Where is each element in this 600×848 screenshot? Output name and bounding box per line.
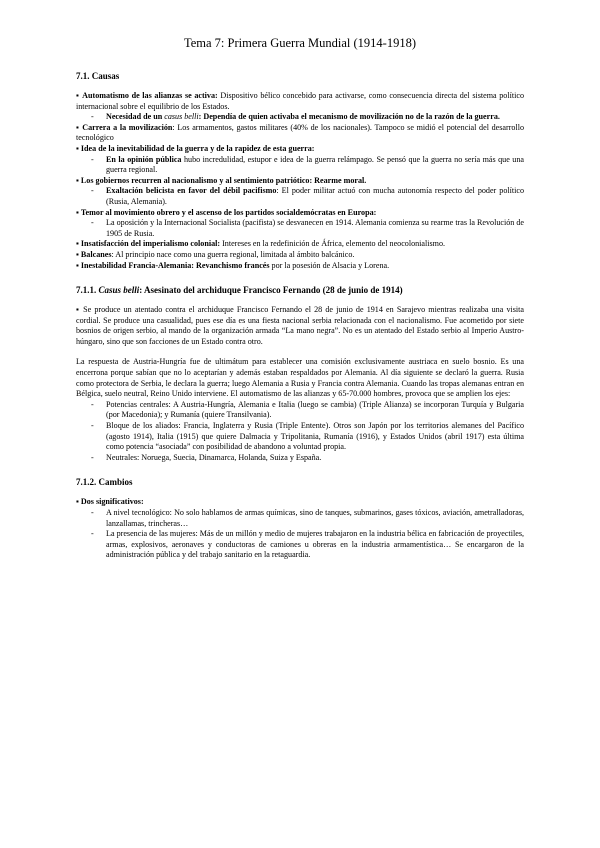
bold-text: Dos significativos:: [80, 497, 144, 507]
sub-item: - Potencias centrales: A Austria-Hungría, Alemania e Italia (luego se cambia) (Triple Alianza) se incorporan Turquía y Bulgaria (por Macedonia); y Rumanía (quiere Transilvania).: [76, 400, 524, 421]
text: : El poder militar actuó con mucha autonomía respecto del poder político (Rusia, Alemania).: [106, 186, 524, 206]
heading-italic: Casus belli: [98, 285, 140, 296]
sub-item: - La presencia de las mujeres: Más de un millón y medio de mujeres trabajaron en la industria bélica en fabricación de proyectiles, armas, explosivos, aeronaves y conductoras de camiones u obreras en la industria armamentística… Se encargaron de la administración pública y del trabajo sanitario en la retaguardia.: [76, 529, 524, 561]
causas-list: [76, 91, 524, 271]
sub-item: [76, 112, 524, 123]
bold-text: Carrera a la movilización: [82, 122, 173, 132]
sub-item: [76, 218, 524, 239]
section-heading-causas: 7.1. Causas: [76, 71, 120, 81]
sub-item: [76, 186, 524, 207]
text: Se produce un atentado contra el archiduque Francisco Fernando el 28 de junio de 1914 en Sarajevo mientras realizaba una visita cordial. Se produce una casualidad, pues ese día es una fiesta nacional serbia relacionada con el nacionalismo. Fue acometido por siete bosnios de origen serbio, al mando de la organización armada “La mano negra”. No es un atentado del Estado serbio al Imperio Austro-húngaro, sino que son facciones de un Estado contra otro.: [76, 305, 524, 346]
paragraph: La respuesta de Austria-Hungría fue de ultimátum para establecer una comisión exclusivamente austriaca en suelo bosnio. Es una encerrona porque sabían que no lo aceptarían y además estaban respaldados por Alemania. Al día siguiente se declaró la guerra. Rusia como protectora de Serbia, le declara la guerra; luego Alemania a Rusia y Francia contra Alemania. Cuando las tropas alemanas entran en Bélgica, suelo neutral, Reino Unido interviene. El automatismo de las alianzas y 65-70.000 hombres, provoca que se amplien los ejes:: [76, 357, 524, 399]
sub-item: [76, 155, 524, 176]
sub-item: - Bloque de los aliados: Francia, Inglaterra y Rusia (Triple Entente). Otros son Japón por los territorios alemanes del Pacífico (agosto 1914), Italia (1915) que quiere Dalmacia y Tripolitania, Rumanía (1916), y Estados Unidos (abril 1917) esta última como potencia “asociada” con posibilidad de abandono a voluntad propia.: [76, 421, 524, 453]
bold-text: Balcanes: [80, 249, 112, 259]
paragraph: ▪ Insatisfacción del imperialismo colonial: Intereses en la redefinición de África, elemento del neocolonialismo.: [76, 239, 446, 249]
text: Dispositivo bélico concebido para activarse, como consecuencia directa del sistema político internacional sobre el equilibrio de los Estados.: [76, 91, 524, 111]
bold-text: Idea de la inevitabilidad de la guerra y de la rapidez de esta guerra:: [80, 143, 315, 153]
paragraph: ▪ Idea de la inevitabilidad de la guerra y de la rapidez de esta guerra:: [76, 143, 315, 153]
section-heading-casus-belli: [76, 285, 524, 295]
heading-number: 7.1.1.: [76, 285, 99, 296]
paragraph: ▪ Balcanes: Al principio nace como una guerra regional, limitada al ámbito balcánico.: [76, 249, 355, 259]
bold-text: Necesidad de un: [106, 112, 165, 122]
paragraph: ▪ Los gobiernos recurren al nacionalismo y al sentimiento patriótico: Rearme moral.: [76, 175, 367, 185]
text: hubo incredulidad, estupor e idea de la guerra relámpago. Se pensó que la guerra no sería más que una guerra regional.: [106, 154, 524, 175]
bold-text: Inestabilidad Francia-Alemania: Revanchismo francés: [80, 260, 270, 270]
bold-text: En la opinión pública: [106, 154, 182, 164]
paragraph: ▪ Automatismo de las alianzas se activa: Dispositivo bélico concebido para activarse, como consecuencia directa del sistema político internacional sobre el equilibrio de los Estados.: [76, 91, 524, 111]
text: : Los armamentos, gastos militares (40% de los nacionales). Tampoco se midió el potencial del desarrollo tecnológico: [76, 122, 524, 143]
paragraph: ▪ Se produce un atentado contra el archiduque Francisco Fernando el 28 de junio de 1914 en Sarajevo mientras realizaba una visita cordial. Se produce una casualidad, pues ese día es una fiesta nacional serbia relacionada con el nacionalismo. Fue acometido por siete bosnios de origen serbio, al mando de la organización armada “La mano negra”. No es un atentado del Estado serbio al Imperio Austro-húngaro, sino que son facciones de un Estado contra otro.: [76, 305, 524, 346]
bold-text: Exaltación belicista en favor del débil pacifismo: [106, 186, 277, 196]
text: por la posesión de Alsacia y Lorena.: [269, 260, 390, 270]
sub-item: - A nivel tecnológico: No solo hablamos de armas químicas, sino de tanques, submarinos, gases tóxicos, aviación, ametralladoras, lanzallamas, trincheras…: [76, 508, 524, 529]
heading-rest: : Asesinato del archiduque Francisco Fernando (28 de junio de 1914): [139, 285, 403, 296]
text: La oposición y la Internacional Socialista (pacifista) se desvanecen en 1914.: [106, 218, 354, 228]
page-title: Tema 7: Primera Guerra Mundial (1914-1918): [183, 36, 417, 50]
paragraph: ▪ Inestabilidad Francia-Alemania: Revanchismo francés por la posesión de Alsacia y Lorena.: [76, 260, 390, 270]
bold-text: : Dependía de quien activaba el mecanismo de movilización no de la razón de la guerra.: [198, 112, 500, 122]
section-heading-cambios: 7.1.2. Cambios: [76, 477, 133, 488]
bold-text: Automatismo de las alianzas se activa:: [82, 91, 218, 100]
italic-text: casus belli: [164, 112, 199, 122]
bold-text: Insatisfacción del imperialismo colonial:: [80, 239, 221, 249]
paragraph: ▪ Carrera a la movilización: Los armamentos, gastos militares (40% de los nacionales). Tampoco se midió el potencial del desarrollo tecnológico: [76, 122, 524, 143]
text: Alemania comienza su rearme tras la Revolución de 1905 de Rusia.: [106, 218, 524, 238]
paragraph: ▪ Dos significativos:: [76, 497, 144, 507]
text: Intereses en la redefinición de África, elemento del neocolonialismo.: [220, 239, 446, 249]
text: : Al principio nace como una guerra regional, limitada al ámbito balcánico.: [111, 249, 355, 259]
paragraph: ▪ Temor al movimiento obrero y el ascenso de los partidos socialdemócratas en Europa:: [76, 207, 377, 217]
sub-item: - Neutrales: Noruega, Suecia, Dinamarca, Holanda, Suiza y España.: [76, 453, 524, 464]
bold-text: Temor al movimiento obrero y el ascenso de los partidos socialdemócratas en Europa:: [80, 207, 377, 217]
bold-text: Los gobiernos recurren al nacionalismo y al sentimiento patriótico: Rearme moral.: [80, 175, 367, 185]
